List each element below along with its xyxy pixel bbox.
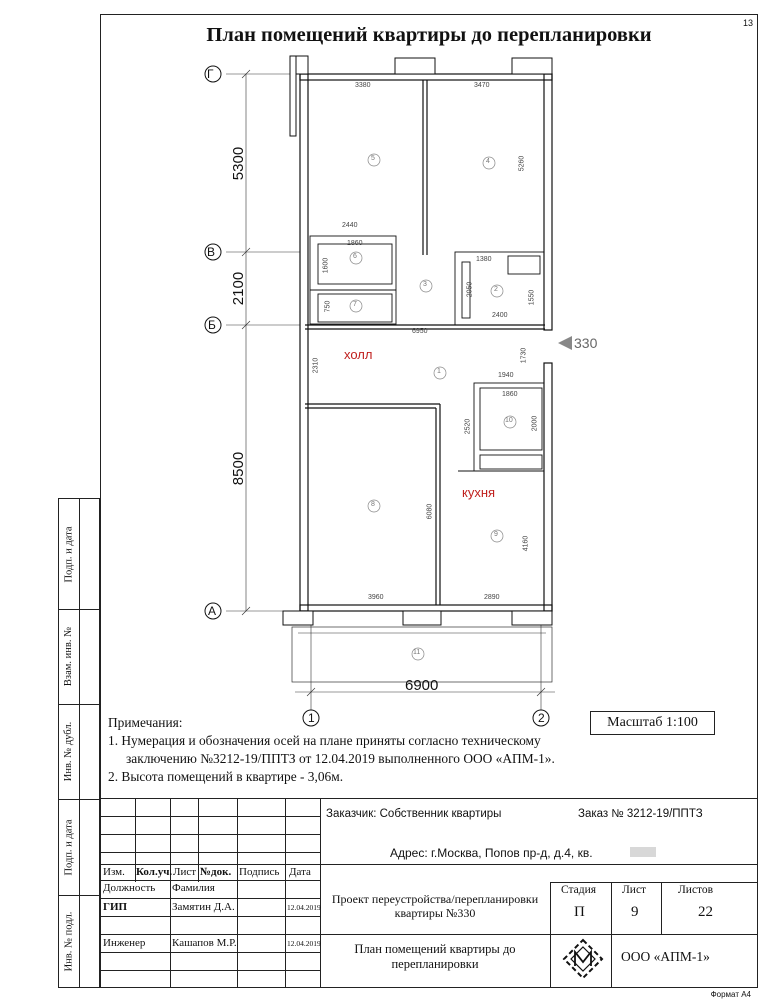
header-ndok: №док.	[200, 866, 232, 878]
side-stamp	[58, 498, 100, 988]
apartment-marker: 330	[574, 335, 598, 351]
dim-k-1860: 1860	[502, 391, 518, 398]
room-number-4: 4	[486, 158, 490, 165]
note-1: 1. Нумерация и обозначения осей на плане приняты согласно техническому	[108, 733, 541, 748]
person-2-date: 12.04.2019	[287, 939, 321, 948]
room-label-kitchen: кухня	[462, 485, 496, 500]
person-2-name: Кашапов М.Р.	[172, 937, 237, 949]
dim-6080: 6080	[426, 503, 434, 520]
axis-label-2: 2	[538, 711, 545, 725]
dim-5300: 5300	[230, 146, 248, 181]
dim-8500: 8500	[230, 451, 248, 486]
dim-1730: 1730	[520, 347, 528, 364]
paper-format: Формат А4	[710, 990, 751, 999]
axis-label-b: Б	[208, 318, 216, 332]
stage-label: Стадия	[561, 884, 597, 896]
dim-3960: 3960	[368, 594, 384, 601]
room-number-5: 5	[371, 155, 375, 162]
dim-2400: 2400	[492, 312, 508, 319]
sheet-number: 13	[742, 18, 753, 28]
company-logo	[562, 938, 604, 980]
axis-label-v: В	[207, 245, 216, 259]
label-position: Должность	[103, 882, 156, 894]
scale-box: Масштаб 1:100	[590, 711, 715, 735]
dim-1380: 1380	[476, 256, 492, 263]
company-name: ООО «АПМ-1»	[621, 949, 710, 964]
room-number-6: 6	[353, 253, 357, 260]
customer: Заказчик: Собственник квартиры	[326, 808, 502, 820]
person-2-role: Инженер	[103, 937, 146, 949]
room-number-3: 3	[423, 281, 427, 288]
sheets-value: 22	[698, 904, 713, 920]
dim-1600: 1600	[322, 257, 330, 274]
room-label-hall: холл	[344, 347, 373, 362]
dim-4160: 4160	[522, 535, 530, 552]
sheets-label: Листов	[678, 884, 714, 896]
side-stamp-sign-date-1: Подп. и дата	[63, 525, 75, 583]
header-data: Дата	[289, 866, 311, 878]
header-koluch: Кол.уч.	[136, 866, 173, 878]
header-izm: Изм.	[103, 866, 125, 878]
sheet-label: Лист	[622, 884, 647, 896]
dim-1860: 1860	[347, 240, 363, 247]
label-surname: Фамилия	[172, 882, 215, 894]
room-number-9: 9	[494, 531, 498, 538]
notes	[108, 714, 555, 786]
person-1-name: Замятин Д.А.	[172, 901, 235, 913]
side-stamp-dup-inv: Инв. № дубл.	[63, 721, 75, 782]
dim-2100: 2100	[230, 271, 248, 306]
dim-3470: 3470	[474, 82, 490, 89]
side-stamp-replace-inv: Взам. инв. №	[63, 626, 75, 687]
dim-2050: 2050	[466, 281, 474, 298]
dim-2310: 2310	[312, 357, 320, 374]
person-1-role: ГИП	[103, 901, 128, 913]
axis-label-g: Г	[207, 67, 214, 81]
person-1-date: 12.04.2019	[287, 903, 321, 912]
dim-6900: 6900	[405, 677, 439, 694]
room-number-8: 8	[371, 501, 375, 508]
dim-3380: 3380	[355, 82, 371, 89]
dim-750: 750	[324, 300, 332, 313]
room-number-10: 10	[505, 417, 513, 424]
drawing-name: План помещений квартиры до перепланировки	[354, 942, 516, 971]
room-number-1: 1	[437, 368, 441, 375]
dim-5260: 5260	[518, 155, 526, 172]
dim-2890: 2890	[484, 594, 500, 601]
room-number-2: 2	[494, 286, 498, 293]
stage-value: П	[574, 904, 585, 920]
dim-2000: 2000	[531, 415, 539, 432]
order-number: Заказ № 3212-19/ППТЗ	[578, 808, 703, 820]
notes-heading: Примечания:	[108, 715, 183, 730]
dim-2520: 2520	[464, 418, 472, 435]
note-2: 2. Высота помещений в квартире - 3,06м.	[108, 769, 344, 784]
header-podpis: Подпись	[239, 866, 280, 878]
dim-1550: 1550	[528, 289, 536, 306]
room-number-7: 7	[353, 301, 357, 308]
sheet-value: 9	[631, 904, 639, 920]
header-list: Лист	[173, 866, 197, 878]
drawing-title: План помещений квартиры до перепланировки	[206, 24, 652, 46]
title-block	[100, 798, 758, 988]
room-number-11: 11	[413, 649, 421, 656]
address-redacted	[630, 847, 656, 857]
dim-2440: 2440	[342, 222, 358, 229]
dim-1940: 1940	[498, 372, 514, 379]
axis-label-a: А	[208, 604, 217, 618]
side-stamp-original-inv: Инв. № подл.	[63, 911, 75, 971]
note-1-cont: заключению №3212-19/ППТЗ от 12.04.2019 выполненного ООО «АПМ-1».	[126, 751, 555, 766]
dim-6950: 6950	[412, 328, 428, 335]
project-title: Проект переустройства/перепланировки квартиры №330	[331, 892, 539, 920]
axis-label-1: 1	[308, 711, 315, 725]
address: Адрес: г.Москва, Попов пр-д, д.4, кв.	[390, 846, 593, 860]
side-stamp-sign-date-2: Подп. и дата	[63, 818, 75, 876]
